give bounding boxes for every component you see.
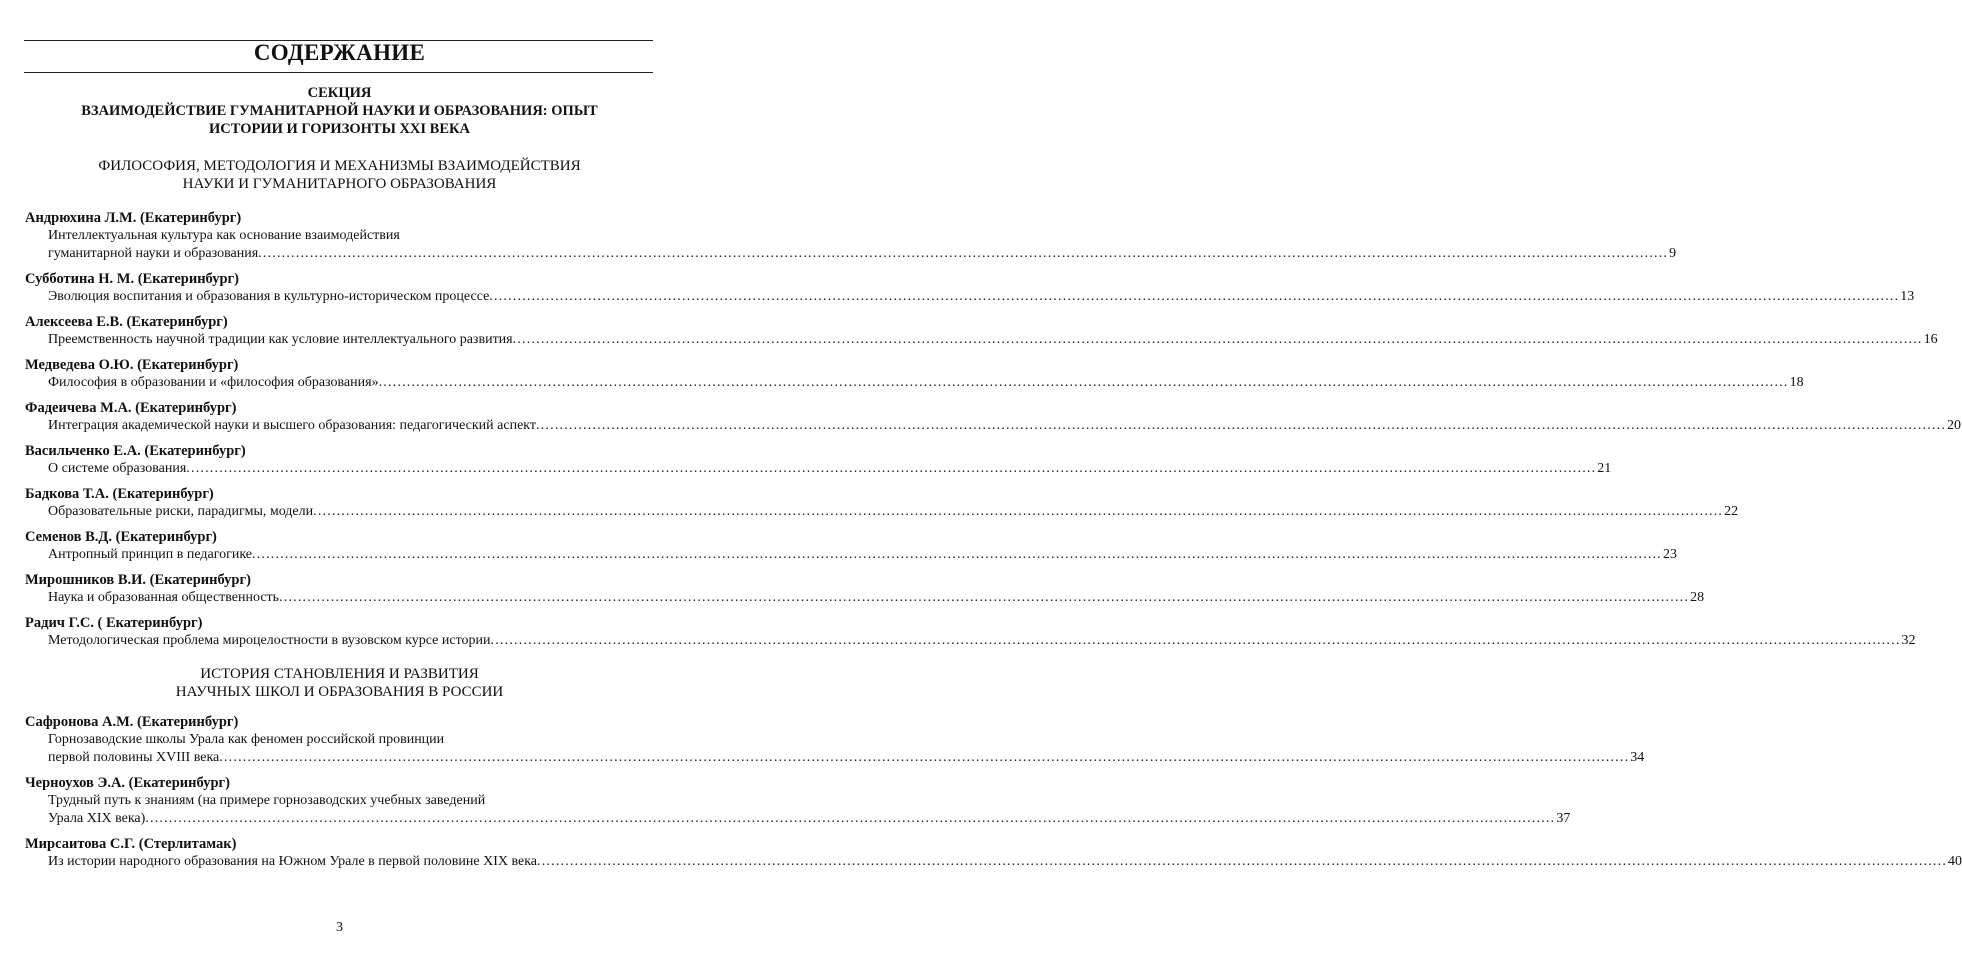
entry-title-row	[48, 853, 1962, 871]
toc-entry[interactable]	[25, 270, 1915, 306]
dot-leader: ............................................................................................................................................................................................................................................................................................................	[186, 461, 1597, 476]
dot-leader: ............................................................................................................................................................................................................................................................................................................	[537, 854, 1948, 869]
entry-title-line: Эволюция воспитания и образования в культурно-историческом процессе	[48, 289, 490, 304]
entry-title-line: Преемственность научной традиции как условие интеллектуального развития	[48, 332, 513, 347]
entry-author: Андрюхина Л.М. (Екатеринбург)	[25, 210, 242, 226]
entry-title-row	[48, 632, 1916, 650]
dot-leader: ............................................................................................................................................................................................................................................................................................................	[536, 418, 1947, 433]
toc-entry[interactable]	[25, 713, 1645, 767]
page-number: 3	[336, 920, 343, 935]
entry-title-row	[48, 810, 1571, 828]
dot-leader: ............................................................................................................................................................................................................................................................................................................	[378, 375, 1789, 390]
toc-entry[interactable]	[25, 528, 1677, 564]
section-label: СЕКЦИЯ	[307, 85, 372, 101]
entry-page-number: 16	[1923, 332, 1938, 347]
toc-entry[interactable]	[25, 774, 1571, 828]
entry-title-row	[48, 288, 1915, 306]
dot-leader: ............................................................................................................................................................................................................................................................................................................	[252, 547, 1662, 562]
entry-author: Сафронова А.М. (Екатеринбург)	[25, 714, 239, 730]
entry-page-number: 34	[1630, 750, 1645, 765]
subsection-heading-line-2: НАУКИ И ГУМАНИТАРНОГО ОБРАЗОВАНИЯ	[182, 176, 497, 192]
entry-title-row	[48, 503, 1739, 521]
entry-title-line: Из истории народного образования на Южном Урале в первой половине XIX века	[48, 854, 538, 869]
entry-title-row	[48, 749, 1645, 767]
entry-title-row	[48, 546, 1677, 564]
entry-author: Мирсаитова С.Г. (Стерлитамак)	[25, 836, 237, 852]
toc-entry[interactable]	[25, 399, 1962, 435]
toc-entry[interactable]	[25, 356, 1804, 392]
entry-title-row	[48, 374, 1804, 392]
dot-leader: ............................................................................................................................................................................................................................................................................................................	[219, 750, 1630, 765]
entry-author: Черноухов Э.А. (Екатеринбург)	[25, 775, 230, 791]
entry-title-line: Философия в образовании и «философия образования»	[48, 375, 379, 390]
entry-page-number: 28	[1690, 590, 1705, 605]
entry-page-number: 37	[1556, 811, 1571, 826]
section-heading	[0, 84, 679, 138]
entry-page-number: 23	[1663, 547, 1677, 562]
entry-title-line: Горнозаводские школы Урала как феномен российской провинции	[48, 732, 445, 747]
entry-title-line: Методологическая проблема мироцелостности в вузовском курсе истории	[48, 633, 491, 648]
dot-leader: ............................................................................................................................................................................................................................................................................................................	[313, 504, 1724, 519]
toc-entry[interactable]	[25, 485, 1739, 521]
toc-entry[interactable]	[25, 209, 1677, 263]
entry-title-line: Трудный путь к знаниям (на примере горнозаводских учебных заведений	[48, 793, 486, 808]
toc-entries-1	[25, 209, 1962, 657]
entry-page-number: 40	[1948, 854, 1962, 869]
subsection-heading-line-2: НАУЧНЫХ ШКОЛ И ОБРАЗОВАНИЯ В РОССИИ	[175, 684, 504, 700]
entry-author: Мирошников В.И. (Екатеринбург)	[25, 572, 251, 588]
entry-title-line: Наука и образованная общественность	[48, 590, 280, 605]
subsection-heading-2	[0, 665, 679, 701]
subsection-heading-line-1: ФИЛОСОФИЯ, МЕТОДОЛОГИЯ И МЕХАНИЗМЫ ВЗАИМОДЕЙСТВИЯ	[98, 158, 581, 174]
dot-leader: ............................................................................................................................................................................................................................................................................................................	[145, 811, 1556, 826]
entry-author: Радич Г.С. ( Екатеринбург)	[25, 615, 203, 631]
entry-title-row	[48, 589, 1705, 607]
entry-page-number: 22	[1724, 504, 1739, 519]
entry-title-row	[48, 417, 1962, 435]
entry-author: Медведева О.Ю. (Екатеринбург)	[25, 357, 239, 373]
title-underline	[24, 72, 653, 73]
page-title: СОДЕРЖАНИЕ	[253, 40, 426, 65]
entry-author: Алексеева Е.В. (Екатеринбург)	[25, 314, 228, 330]
dot-leader: ............................................................................................................................................................................................................................................................................................................	[279, 590, 1690, 605]
subsection-heading-1	[0, 157, 679, 193]
entry-page-number: 20	[1947, 418, 1962, 433]
dot-leader: ............................................................................................................................................................................................................................................................................................................	[490, 633, 1901, 648]
entry-title-line: Интеграция академической науки и высшего образования: педагогический аспект	[48, 418, 537, 433]
entry-title-line: Урала XIX века)	[48, 811, 146, 826]
dot-leader: ............................................................................................................................................................................................................................................................................................................	[258, 246, 1669, 261]
entry-page-number: 9	[1669, 246, 1677, 261]
dot-leader: ............................................................................................................................................................................................................................................................................................................	[512, 332, 1923, 347]
entry-page-number: 18	[1789, 375, 1804, 390]
entry-page-number: 13	[1900, 289, 1915, 304]
entry-author: Бадкова Т.А. (Екатеринбург)	[25, 486, 214, 502]
toc-entry[interactable]	[25, 835, 1962, 871]
toc-entry[interactable]	[25, 313, 1938, 349]
section-name-line-2: ИСТОРИИ И ГОРИЗОНТЫ XXI ВЕКА	[208, 121, 470, 137]
entry-title-line: гуманитарной науки и образования	[48, 246, 259, 261]
section-name-line-1: ВЗАИМОДЕЙСТВИЕ ГУМАНИТАРНОЙ НАУКИ И ОБРАЗОВАНИЯ: ОПЫТ	[81, 103, 598, 119]
entry-page-number: 32	[1901, 633, 1916, 648]
toc-entries-2	[25, 713, 1962, 878]
entry-author: Семенов В.Д. (Екатеринбург)	[25, 529, 217, 545]
entry-title-line: Интеллектуальная культура как основание взаимодействия	[48, 228, 400, 243]
entry-author: Васильченко Е.А. (Екатеринбург)	[25, 443, 246, 459]
toc-entry[interactable]	[25, 614, 1916, 650]
entry-title-row	[48, 331, 1938, 349]
subsection-heading-line-1: ИСТОРИЯ СТАНОВЛЕНИЯ И РАЗВИТИЯ	[200, 666, 479, 682]
entry-title-line: первой половины XVIII века	[48, 750, 220, 765]
entry-title-line: Образовательные риски, парадигмы, модели	[48, 504, 314, 519]
toc-entry[interactable]	[25, 571, 1705, 607]
dot-leader: ............................................................................................................................................................................................................................................................................................................	[489, 289, 1900, 304]
entry-title-row	[48, 460, 1612, 478]
entry-title-line: О системе образования	[48, 461, 187, 476]
entry-title-row	[48, 245, 1677, 263]
entry-author: Фадеичева М.А. (Екатеринбург)	[25, 400, 237, 416]
entry-page-number: 21	[1597, 461, 1612, 476]
entry-title-line: Антропный принцип в педагогике	[48, 547, 252, 562]
entry-author: Субботина Н. М. (Екатеринбург)	[25, 271, 239, 287]
toc-entry[interactable]	[25, 442, 1612, 478]
